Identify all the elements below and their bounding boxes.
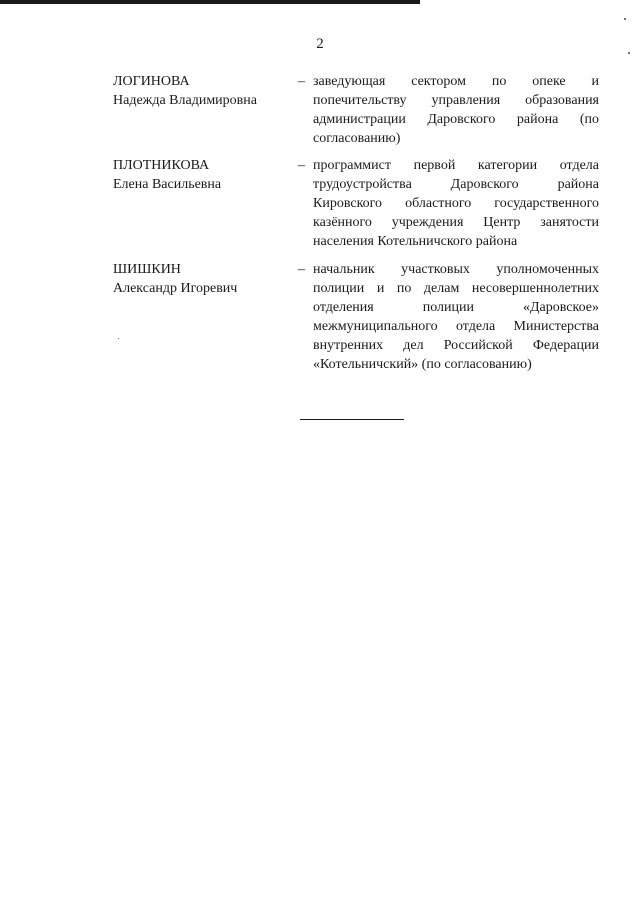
closing-line [300, 419, 404, 420]
separator-dash: – [298, 74, 305, 89]
member-given-names: Надежда Владимировна [113, 93, 257, 108]
member-surname: ПЛОТНИКОВА [113, 158, 210, 173]
scan-speck [118, 338, 119, 339]
member-name [113, 72, 293, 110]
member-name [113, 156, 293, 194]
scan-speck [628, 52, 630, 54]
page-number: 2 [316, 36, 324, 52]
member-surname: ЛОГИНОВА [113, 74, 190, 89]
separator-dash: – [298, 262, 305, 277]
top-border-line [0, 0, 420, 4]
member-surname: ШИШКИН [113, 262, 181, 277]
member-name [113, 260, 293, 298]
member-given-names: Елена Васильевна [113, 177, 222, 192]
scan-speck [624, 18, 626, 20]
member-position: заведующая сектором по опеке и попечительству управления образования администрации Даровского района (по согласованию) [313, 74, 599, 146]
member-position: программист первой категории отдела трудоустройства Даровского района Кировского областного государственного казённого учреждения Центр занятости населения Котельничского района [313, 158, 599, 249]
member-given-names: Александр Игоревич [113, 281, 238, 296]
member-position: начальник участковых уполномоченных полиции и по делам несовершеннолетних отделения полиции «Даровское» межмуниципального отдела Министерства внутренних дел Российской Федерации «Котельничский» (по согласованию) [313, 262, 599, 372]
separator-dash: – [298, 158, 305, 173]
